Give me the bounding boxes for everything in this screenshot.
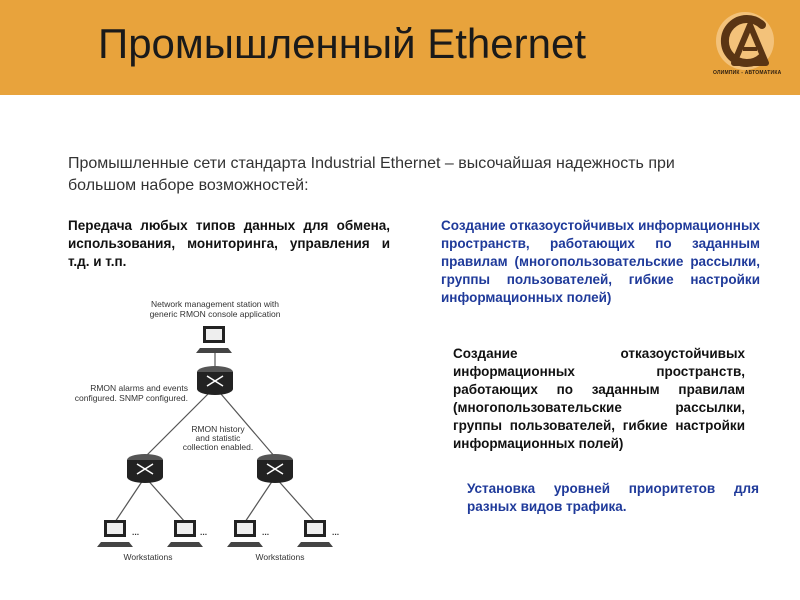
workstations-label: Workstations [123, 552, 173, 562]
intro-text: Промышленные сети стандарта Industrial Ethernet – высочайшая надежность при большом наборе возможностей: [68, 155, 675, 194]
alarms-label-line1: RMON alarms and events [90, 383, 188, 393]
left-switch-icon [127, 454, 163, 483]
history-label-line2: and statistic [195, 433, 241, 443]
slide-title: Промышленный Ethernet [98, 20, 587, 67]
data-transfer-text: Передача любых типов данных для обмена, использования, мониторинга, управления и т.д. и т.п. [68, 218, 390, 269]
history-label-line3: collection enabled. [182, 442, 254, 452]
traffic-priority-text: Установка уровней приоритетов для разных видов трафика. [467, 481, 759, 514]
fault-tolerant-text-blue: Создание отказоустойчивых информационных пространств, работающих по заданным правилам (многопользовательские рассылки, группы пользователей, гибкие настройки информационных полей) [441, 218, 760, 305]
workstation-icon [97, 520, 133, 547]
network-diagram [60, 292, 360, 572]
ellipsis: ... [262, 527, 270, 537]
management-station-icon [196, 326, 232, 353]
station-label-line1: Network management station with [150, 299, 280, 309]
workstation-icon [297, 520, 333, 547]
core-switch-icon [197, 366, 233, 395]
ellipsis: ... [200, 527, 208, 537]
workstation-icon [227, 520, 263, 547]
ellipsis: ... [132, 527, 140, 537]
workstations-label: Workstations [255, 552, 305, 562]
workstation-icon [167, 520, 203, 547]
alarms-label-line2: configured. SNMP configured. [74, 393, 188, 403]
logo-caption: ОЛИМПИК - АВТОМАТИКА [713, 70, 782, 76]
fault-tolerant-text-black: Создание отказоустойчивых информационных пространств, работающих по заданным правилам (многопользовательские рассылки, группы пользователей, гибкие настройки информационных полей) [453, 346, 745, 451]
right-switch-icon [257, 454, 293, 483]
history-label-line1: RMON history [191, 424, 245, 434]
ellipsis: ... [332, 527, 340, 537]
station-label-line2: generic RMON console application [149, 309, 281, 319]
